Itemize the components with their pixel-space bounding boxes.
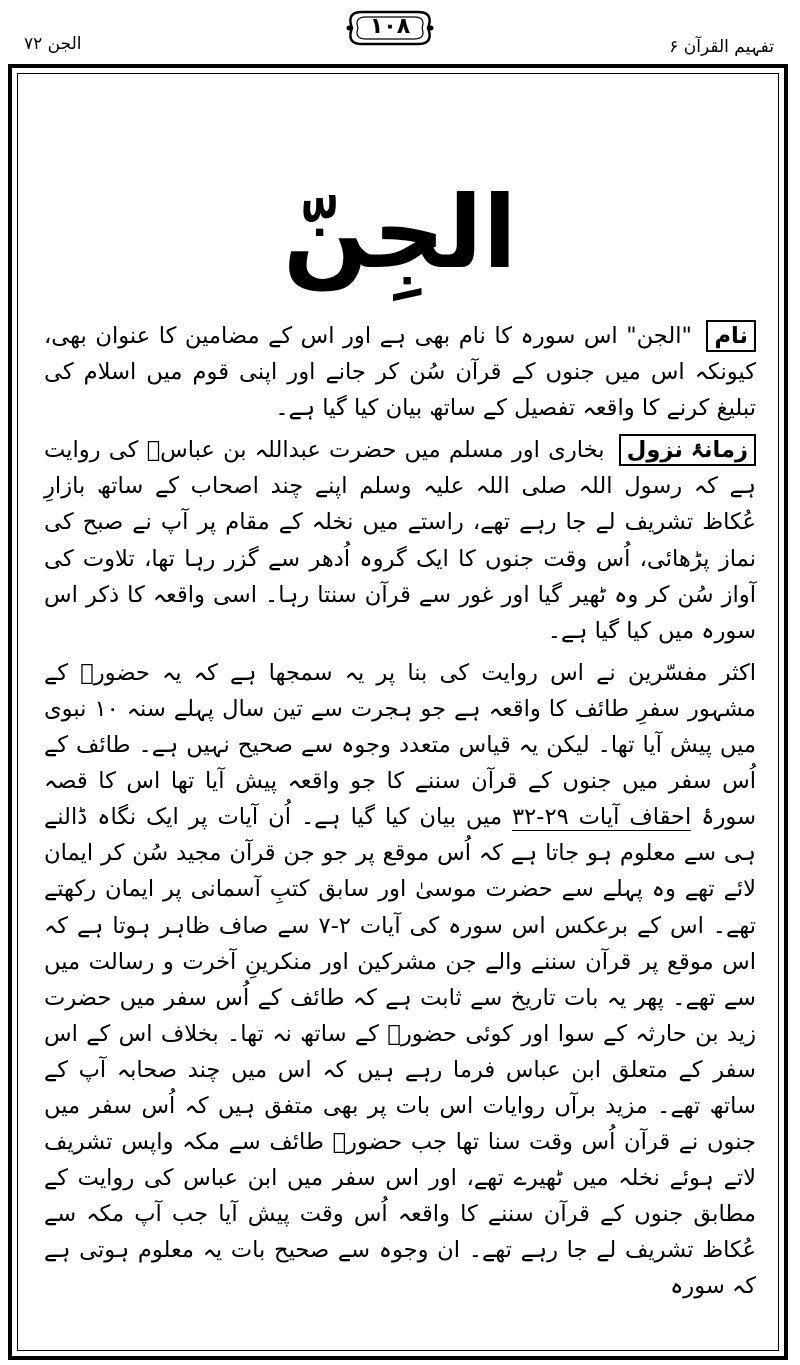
book-header-label: تفہیم القرآن ۶ [669,37,774,57]
page-body [44,318,756,1305]
page-header [0,0,800,64]
page-number-badge [340,6,440,50]
name-label: نام [706,320,756,352]
commentary-text-2: میں بیان کیا گیا ہے۔ اُن آیات پر ایک نگاہ ڈالنے ہی سے معلوم ہو جاتا ہے کہ اُس موقع پر جو جن قرآن مجید سُن کر ایمان لائے تھے وہ پہلے سے حضرت موسیٰ اور سابق کتبِ آسمانی پر ایمان رکھتے تھے۔ اس کے برعکس اس سورہ کی آیات ۲-۷ سے صاف ظاہر ہوتا ہے کہ اس موقع پر قرآن سننے والے جن مشرکین اور منکرینِ آخرت و رسالت میں سے تھے۔ پھر یہ بات تاریخ سے ثابت ہے کہ طائف کے اُس سفر میں حضرت زید بن حارثہ کے سوا اور کوئی حضورؐ کے ساتھ نہ تھا۔ بخلاف اس کے اس سفر کے متعلق ابن عباس فرما رہے ہیں کہ اس میں چند صحابہ آپ کے ساتھ تھے۔ مزید برآں روایات اس بات پر بھی متفق ہیں کہ اُس سفر میں جنوں نے قرآن اُس وقت سنا تھا جب حضورؐ طائف سے مکہ واپس تشریف لاتے ہوئے نخلہ میں ٹھیرے تھے، اور اس سفر میں ابن عباس کی روایت کے مطابق جنوں کے قرآن سننے کا واقعہ اُس وقت پیش آیا جب آپ مکہ سے عُکاظ تشریف لے جا رہے تھے۔ ان وجوہ سے صحیح بات یہ معلوم ہوتی ہے کہ سورہ [44,804,756,1300]
commentary-text-1: اکثر مفسّرین نے اس روایت کی بنا پر یہ سمجھا ہے کہ یہ حضورؐ کے مشہور سفرِ طائف کا واقعہ ہے جو ہجرت سے تین سال پہلے سنہ ۱۰ نبوی میں پیش آیا تھا۔ لیکن یہ قیاس متعدد وجوہ سے صحیح نہیں ہے۔ طائف کے اُس سفر میں جنوں کے قرآن سننے کا جو واقعہ پیش آیا تھا اس کا قصہ سورۂ [44,659,757,831]
surah-title: الجِنّ [283,174,517,291]
revelation-text: بخاری اور مسلم میں حضرت عبداللہ بن عباسؓ کی روایت ہے کہ رسول اللہ صلی اللہ علیہ وسلم اپنے چند اصحاب کے ساتھ بازارِ عُکاظ تشریف لے جا رہے تھے، راستے میں نخلہ کے مقام پر آپ نے صبح کی نماز پڑھائی، اُس وقت جنوں کا ایک گروہ اُدھر سے گزر رہا تھا، تلاوت کی آواز سُن کر وہ ٹھیر گیا اور غور سے قرآن سنتا رہا۔ اسی واقعہ کا ذکر اس سورہ میں کیا گیا ہے۔ [44,437,756,644]
surah-header-label: الجن ۷۲ [24,34,82,54]
commentary-paragraph [44,655,756,1305]
revelation-paragraph [44,432,756,649]
verse-reference: احقاف آیات ۲۹-۳۲ [512,804,692,831]
name-paragraph [44,318,756,426]
revelation-label: زمانۂ نزول [619,434,756,466]
page-number: ۱۰۸ [369,14,411,39]
name-text: "الجن" اس سورہ کا نام بھی ہے اور اس کے مضامین کا عنوان بھی، کیونکہ اس میں جنوں کے قرآن سُن کر جانے اور اپنی قوم میں اسلام کی تبلیغ کرنے کا واقعہ تفصیل کے ساتھ بیان کیا گیا ہے۔ [44,323,756,422]
